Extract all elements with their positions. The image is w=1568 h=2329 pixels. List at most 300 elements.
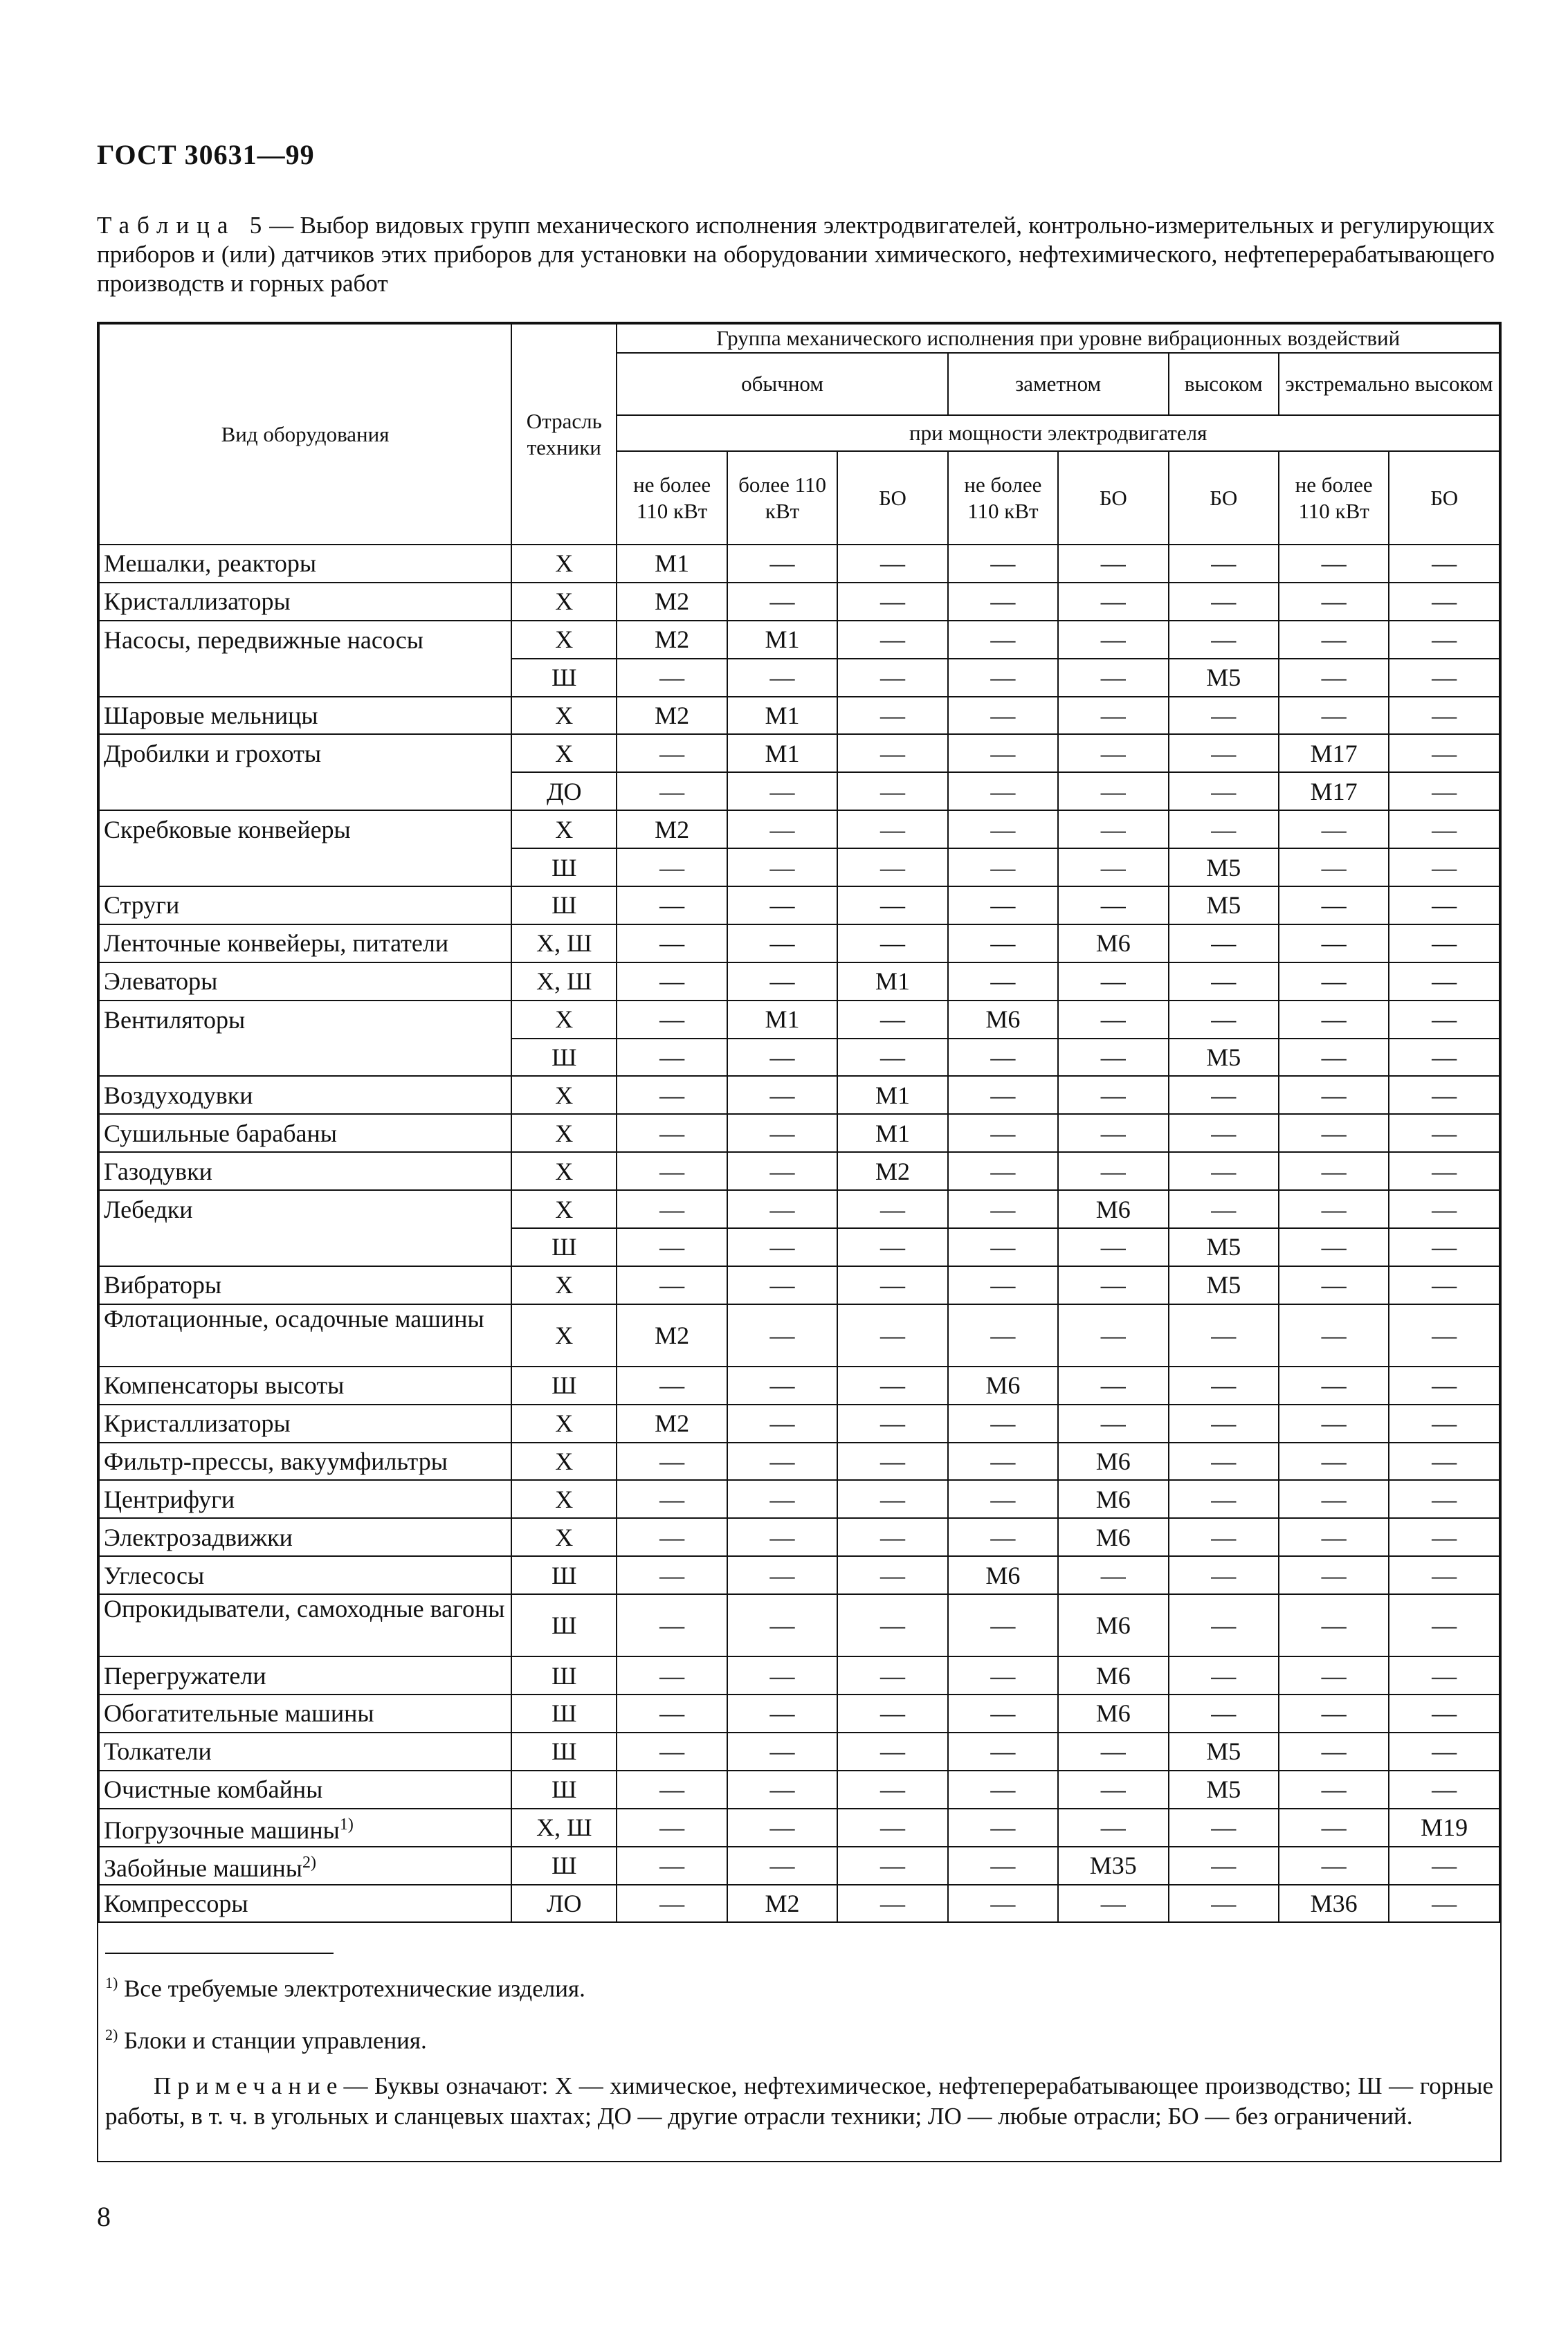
equipment-cell xyxy=(99,1405,511,1443)
group-cell: — xyxy=(1169,583,1279,621)
equipment-cell xyxy=(99,659,511,697)
group-cell: — xyxy=(727,1114,837,1152)
table-row xyxy=(99,848,1499,886)
group-cell: М5 xyxy=(1169,659,1279,697)
equipment-name: Углесосы xyxy=(104,1561,205,1589)
equipment-cell xyxy=(99,1809,511,1847)
group-cell: — xyxy=(1279,1809,1389,1847)
group-cell: — xyxy=(1279,1304,1389,1367)
group-cell: — xyxy=(948,545,1058,583)
group-cell: — xyxy=(1169,1001,1279,1039)
equipment-name: Фильтр-прессы, вакуумфильтры xyxy=(104,1447,448,1476)
group-cell: — xyxy=(1389,1885,1499,1923)
group-cell: — xyxy=(727,1367,837,1405)
industry-cell: Х xyxy=(511,621,617,659)
group-cell: — xyxy=(617,772,727,810)
equipment-cell xyxy=(99,621,511,659)
group-cell: — xyxy=(837,1518,947,1556)
table-body xyxy=(99,545,1499,1922)
group-cell: — xyxy=(727,545,837,583)
table-row xyxy=(99,1771,1499,1809)
group-cell: — xyxy=(727,1405,837,1443)
group-cell: М1 xyxy=(727,734,837,772)
group-cell: — xyxy=(727,659,837,697)
industry-cell: Х xyxy=(511,1266,617,1304)
footnote-ref: 2) xyxy=(302,1854,316,1872)
group-cell: — xyxy=(1389,545,1499,583)
group-cell: — xyxy=(617,1001,727,1039)
group-cell: — xyxy=(1279,1190,1389,1228)
table-row xyxy=(99,1114,1499,1152)
equipment-name: Струги xyxy=(104,891,180,920)
equipment-name: Опрокидыватели, самоходные вагоны xyxy=(104,1595,505,1623)
group-cell: — xyxy=(1169,1304,1279,1367)
group-cell: — xyxy=(1169,962,1279,1001)
group-cell: — xyxy=(1279,621,1389,659)
equipment-name: Мешалки, реакторы xyxy=(104,549,317,578)
group-cell: М5 xyxy=(1169,1771,1279,1809)
group-cell: — xyxy=(1169,1518,1279,1556)
industry-cell: Х xyxy=(511,1001,617,1039)
equipment-cell xyxy=(99,886,511,924)
group-cell: — xyxy=(617,1114,727,1152)
group-cell: — xyxy=(617,1695,727,1733)
group-cell: — xyxy=(1169,1114,1279,1152)
group-cell: — xyxy=(727,1039,837,1077)
group-cell: М6 xyxy=(1058,1518,1168,1556)
group-cell: — xyxy=(1279,962,1389,1001)
equipment-cell xyxy=(99,1771,511,1809)
table-row xyxy=(99,545,1499,583)
remark-text: — Буквы означают: Х — химическое, нефтехимическое, нефтеперерабатывающее производство; Ш — горные работы, в т. ч. в угольных и сланцевых шахтах; ДО — другие отрасли техники; ЛО — любые отрасли; БО — без ограничений. xyxy=(105,2072,1493,2130)
header-level-extreme: экстремально высоком xyxy=(1279,353,1499,415)
industry-cell: Ш xyxy=(511,886,617,924)
group-cell: — xyxy=(1389,1847,1499,1885)
group-cell: — xyxy=(1389,1367,1499,1405)
group-cell: — xyxy=(1058,810,1168,848)
industry-cell: Х xyxy=(511,1304,617,1367)
industry-cell: Ш xyxy=(511,1367,617,1405)
group-cell: — xyxy=(837,1733,947,1771)
industry-cell: Ш xyxy=(511,1556,617,1594)
group-cell: — xyxy=(837,1190,947,1228)
equipment-cell xyxy=(99,1695,511,1733)
group-cell: — xyxy=(727,1518,837,1556)
group-cell: — xyxy=(1389,1114,1499,1152)
group-cell: — xyxy=(1389,1076,1499,1114)
group-cell: — xyxy=(948,1733,1058,1771)
equipment-name: Насосы, передвижные насосы xyxy=(104,625,423,654)
industry-cell: Ш xyxy=(511,1039,617,1077)
equipment-name: Забойные машины xyxy=(104,1854,302,1883)
group-cell: — xyxy=(1169,1443,1279,1481)
group-cell: — xyxy=(1058,1367,1168,1405)
group-cell: — xyxy=(948,1480,1058,1518)
group-cell: — xyxy=(837,1809,947,1847)
footnote-mark: 1) xyxy=(105,1974,118,1991)
group-cell: — xyxy=(948,583,1058,621)
industry-cell: Х, Ш xyxy=(511,962,617,1001)
group-cell: — xyxy=(1058,1809,1168,1847)
group-cell: — xyxy=(1279,1001,1389,1039)
equipment-name: Шаровые мельницы xyxy=(104,702,318,729)
group-cell: — xyxy=(1169,1656,1279,1695)
group-cell: — xyxy=(837,848,947,886)
group-cell: — xyxy=(617,1076,727,1114)
group-cell: — xyxy=(1389,772,1499,810)
group-cell: — xyxy=(617,1656,727,1695)
group-cell: — xyxy=(948,962,1058,1001)
group-cell: — xyxy=(617,1556,727,1594)
group-cell: — xyxy=(1169,1847,1279,1885)
group-cell: — xyxy=(1389,886,1499,924)
footnote-divider xyxy=(105,1953,334,1954)
group-cell: — xyxy=(948,1594,1058,1656)
group-cell: — xyxy=(1389,1656,1499,1695)
group-cell: — xyxy=(1169,734,1279,772)
group-cell: — xyxy=(617,886,727,924)
group-cell: — xyxy=(727,772,837,810)
group-cell: — xyxy=(837,1304,947,1367)
group-cell: — xyxy=(837,1480,947,1518)
group-cell: — xyxy=(727,1228,837,1266)
equipment-cell xyxy=(99,734,511,772)
equipment-name: Толкатели xyxy=(104,1737,212,1766)
industry-cell: Х xyxy=(511,697,617,735)
table-row xyxy=(99,1480,1499,1518)
industry-cell: Х xyxy=(511,1114,617,1152)
group-cell: — xyxy=(1389,1304,1499,1367)
group-cell: — xyxy=(1389,1480,1499,1518)
table-row xyxy=(99,697,1499,735)
header-industry: Отрасль техники xyxy=(511,324,617,545)
equipment-cell xyxy=(99,1656,511,1695)
equipment-cell xyxy=(99,1367,511,1405)
caption-text: — Выбор видовых групп механического исполнения электродвигателей, контрольно-измерительных и регулирующих приборов и (или) датчиков этих приборов для установки на оборудовании химического, нефтехимического, нефтеперерабатывающего производств и горных работ xyxy=(97,212,1495,297)
group-cell: — xyxy=(948,886,1058,924)
group-cell: — xyxy=(948,848,1058,886)
group-cell: — xyxy=(727,1556,837,1594)
table-row xyxy=(99,1443,1499,1481)
table-row xyxy=(99,1656,1499,1695)
equipment-cell xyxy=(99,1847,511,1885)
group-cell: — xyxy=(1279,1695,1389,1733)
group-cell: — xyxy=(837,1556,947,1594)
group-cell: — xyxy=(948,1228,1058,1266)
group-cell: — xyxy=(1389,848,1499,886)
group-cell: — xyxy=(1389,1556,1499,1594)
industry-cell: ДО xyxy=(511,772,617,810)
table-row xyxy=(99,1695,1499,1733)
group-cell: — xyxy=(1058,1039,1168,1077)
group-cell: М5 xyxy=(1169,1266,1279,1304)
group-cell: — xyxy=(1279,810,1389,848)
group-cell: — xyxy=(727,1656,837,1695)
group-cell: — xyxy=(1058,962,1168,1001)
group-cell: — xyxy=(1279,1771,1389,1809)
equipment-name: Скребковые конвейеры xyxy=(104,816,351,844)
group-cell: — xyxy=(727,1771,837,1809)
header-level-noticeable: заметном xyxy=(948,353,1169,415)
header-power-col: не более 110 кВт xyxy=(1279,451,1389,545)
group-cell: — xyxy=(837,1594,947,1656)
table-row xyxy=(99,1266,1499,1304)
table-row xyxy=(99,1304,1499,1367)
group-cell: — xyxy=(1169,1809,1279,1847)
group-cell: — xyxy=(1389,659,1499,697)
group-cell: — xyxy=(837,810,947,848)
equipment-name: Газодувки xyxy=(104,1157,212,1185)
equipment-cell xyxy=(99,1733,511,1771)
group-cell: — xyxy=(1389,1039,1499,1077)
industry-cell: Ш xyxy=(511,1228,617,1266)
industry-cell: Ш xyxy=(511,659,617,697)
group-cell: — xyxy=(948,1443,1058,1481)
group-cell: — xyxy=(1169,1695,1279,1733)
group-cell: — xyxy=(1058,734,1168,772)
group-cell: — xyxy=(1279,848,1389,886)
group-cell: — xyxy=(1169,1405,1279,1443)
industry-cell: Х xyxy=(511,583,617,621)
group-cell: — xyxy=(948,1039,1058,1077)
group-cell: — xyxy=(837,1885,947,1923)
group-cell: — xyxy=(1058,1556,1168,1594)
table-row xyxy=(99,962,1499,1001)
equipment-name: Лебедки xyxy=(104,1196,193,1224)
group-cell: — xyxy=(1279,1518,1389,1556)
table-notes xyxy=(102,1953,1493,2147)
equipment-name: Ленточные конвейеры, питатели xyxy=(104,929,449,958)
group-cell: — xyxy=(617,1266,727,1304)
group-cell: — xyxy=(837,772,947,810)
group-cell: — xyxy=(1058,848,1168,886)
equipment-cell xyxy=(99,1556,511,1594)
group-cell: М6 xyxy=(1058,1594,1168,1656)
group-cell: М1 xyxy=(727,1001,837,1039)
group-cell: — xyxy=(1058,545,1168,583)
group-cell: — xyxy=(1279,1367,1389,1405)
equipment-cell xyxy=(99,1304,511,1367)
header-power-col: БО xyxy=(837,451,947,545)
equipment-cell xyxy=(99,583,511,621)
equipment-name: Центрифуги xyxy=(104,1485,235,1513)
group-cell: — xyxy=(1169,772,1279,810)
equipment-name: Очистные комбайны xyxy=(104,1775,323,1804)
group-cell: — xyxy=(617,1518,727,1556)
group-cell: М17 xyxy=(1279,734,1389,772)
group-cell: — xyxy=(1058,886,1168,924)
equipment-name: Дробилки и грохоты xyxy=(104,740,322,768)
group-cell: — xyxy=(727,810,837,848)
group-cell: М5 xyxy=(1169,848,1279,886)
equipment-cell xyxy=(99,1190,511,1228)
industry-cell: Ш xyxy=(511,1771,617,1809)
group-cell: — xyxy=(837,1405,947,1443)
industry-cell: ЛО xyxy=(511,1885,617,1923)
group-cell: — xyxy=(727,1480,837,1518)
group-cell: — xyxy=(617,1228,727,1266)
group-cell: — xyxy=(1169,621,1279,659)
equipment-name: Электрозадвижки xyxy=(104,1523,293,1551)
caption-label: Таблица 5 xyxy=(97,212,270,239)
group-cell: — xyxy=(1058,1304,1168,1367)
group-cell: М2 xyxy=(617,621,727,659)
table-row xyxy=(99,810,1499,848)
equipment-cell xyxy=(99,1518,511,1556)
group-cell: — xyxy=(617,1594,727,1656)
group-cell: — xyxy=(837,1039,947,1077)
group-cell: — xyxy=(1169,1594,1279,1656)
group-cell: — xyxy=(727,1695,837,1733)
group-cell: — xyxy=(727,886,837,924)
table-row xyxy=(99,1594,1499,1656)
group-cell: — xyxy=(948,1847,1058,1885)
group-cell: — xyxy=(1389,1518,1499,1556)
group-cell: — xyxy=(1169,697,1279,735)
group-cell: — xyxy=(1058,659,1168,697)
equipment-cell xyxy=(99,1594,511,1656)
group-cell: — xyxy=(1389,697,1499,735)
table-remark xyxy=(102,2071,1493,2132)
group-cell: — xyxy=(1279,886,1389,924)
group-cell: — xyxy=(1169,1556,1279,1594)
group-cell: — xyxy=(617,1885,727,1923)
group-cell: М6 xyxy=(948,1001,1058,1039)
group-cell: — xyxy=(617,1771,727,1809)
table-row xyxy=(99,1367,1499,1405)
group-cell: — xyxy=(837,1443,947,1481)
group-cell: — xyxy=(1279,1266,1389,1304)
group-cell: — xyxy=(1389,1266,1499,1304)
group-cell: — xyxy=(617,1367,727,1405)
group-cell: — xyxy=(1058,1228,1168,1266)
group-cell: — xyxy=(727,1304,837,1367)
industry-cell: Ш xyxy=(511,848,617,886)
table-row xyxy=(99,1039,1499,1077)
group-cell: — xyxy=(1279,1480,1389,1518)
group-cell: — xyxy=(1279,1594,1389,1656)
equipment-cell xyxy=(99,545,511,583)
equipment-cell xyxy=(99,697,511,735)
group-cell: — xyxy=(948,1885,1058,1923)
group-cell: М6 xyxy=(1058,1480,1168,1518)
group-cell: — xyxy=(1058,1114,1168,1152)
table-row xyxy=(99,1518,1499,1556)
industry-cell: Х, Ш xyxy=(511,1809,617,1847)
group-cell: — xyxy=(1279,1039,1389,1077)
group-cell: — xyxy=(617,1847,727,1885)
equipment-name: Компрессоры xyxy=(104,1889,248,1917)
header-level-high: высоком xyxy=(1169,353,1279,415)
group-cell: — xyxy=(617,848,727,886)
industry-cell: Х xyxy=(511,1480,617,1518)
industry-cell: Х xyxy=(511,1443,617,1481)
group-cell: — xyxy=(1169,810,1279,848)
group-cell: — xyxy=(837,621,947,659)
group-cell: М6 xyxy=(1058,1695,1168,1733)
group-cell: — xyxy=(727,1076,837,1114)
equipment-cell xyxy=(99,810,511,848)
group-cell: — xyxy=(837,545,947,583)
table-row xyxy=(99,659,1499,697)
page-number: 8 xyxy=(97,2201,111,2232)
group-cell: — xyxy=(727,1152,837,1190)
group-cell: — xyxy=(948,659,1058,697)
group-cell: М5 xyxy=(1169,1228,1279,1266)
equipment-name: Погрузочные машины xyxy=(104,1816,340,1845)
group-cell: — xyxy=(617,962,727,1001)
group-cell: — xyxy=(1389,962,1499,1001)
group-cell: — xyxy=(1279,924,1389,962)
group-cell: М2 xyxy=(617,697,727,735)
group-cell: — xyxy=(1058,1076,1168,1114)
footnote-text: Все требуемые электротехнические изделия. xyxy=(124,1975,585,2002)
header-power-col: не более 110 кВт xyxy=(617,451,727,545)
equipment-cell xyxy=(99,1480,511,1518)
group-cell: — xyxy=(948,1076,1058,1114)
group-cell: — xyxy=(727,1266,837,1304)
group-cell: — xyxy=(1169,1076,1279,1114)
group-cell: — xyxy=(727,583,837,621)
footnote xyxy=(102,2020,1493,2056)
group-cell: — xyxy=(727,1809,837,1847)
group-cell: М35 xyxy=(1058,1847,1168,1885)
group-cell: — xyxy=(1169,1480,1279,1518)
industry-cell: Х xyxy=(511,810,617,848)
group-cell: — xyxy=(1389,1152,1499,1190)
group-cell: — xyxy=(1389,1733,1499,1771)
equipment-name: Флотационные, осадочные машины xyxy=(104,1304,484,1333)
group-cell: — xyxy=(1389,1001,1499,1039)
equipment-name: Вентиляторы xyxy=(104,1005,246,1034)
group-cell: М6 xyxy=(1058,1443,1168,1481)
group-cell: — xyxy=(948,1405,1058,1443)
equipment-cell xyxy=(99,962,511,1001)
equipment-cell xyxy=(99,848,511,886)
equipment-cell xyxy=(99,1443,511,1481)
group-cell: — xyxy=(948,810,1058,848)
table-caption xyxy=(97,211,1495,298)
group-cell: — xyxy=(617,734,727,772)
group-cell: — xyxy=(1389,1190,1499,1228)
group-cell: — xyxy=(948,734,1058,772)
table-row xyxy=(99,1228,1499,1266)
group-cell: — xyxy=(727,1733,837,1771)
group-cell: — xyxy=(948,1266,1058,1304)
equipment-cell xyxy=(99,1152,511,1190)
group-cell: — xyxy=(1058,1885,1168,1923)
group-cell: — xyxy=(1058,1001,1168,1039)
group-cell: — xyxy=(948,1695,1058,1733)
group-cell: М1 xyxy=(837,1076,947,1114)
equipment-name: Кристаллизаторы xyxy=(104,1409,291,1438)
group-cell: — xyxy=(1389,583,1499,621)
group-cell: — xyxy=(1169,1190,1279,1228)
footnote xyxy=(102,1968,1493,2004)
header-power: при мощности электродвигателя xyxy=(617,415,1499,451)
group-cell: — xyxy=(948,1304,1058,1367)
table-frame xyxy=(97,322,1502,2162)
equipment-name: Воздуходувки xyxy=(104,1081,253,1109)
equipment-cell xyxy=(99,1266,511,1304)
group-cell: — xyxy=(948,697,1058,735)
remark-label: Примечание xyxy=(154,2072,344,2100)
group-cell: — xyxy=(727,962,837,1001)
group-cell: — xyxy=(727,1594,837,1656)
equipment-name: Обогатительные машины xyxy=(104,1699,374,1728)
table-row xyxy=(99,1001,1499,1039)
group-cell: — xyxy=(837,1695,947,1733)
